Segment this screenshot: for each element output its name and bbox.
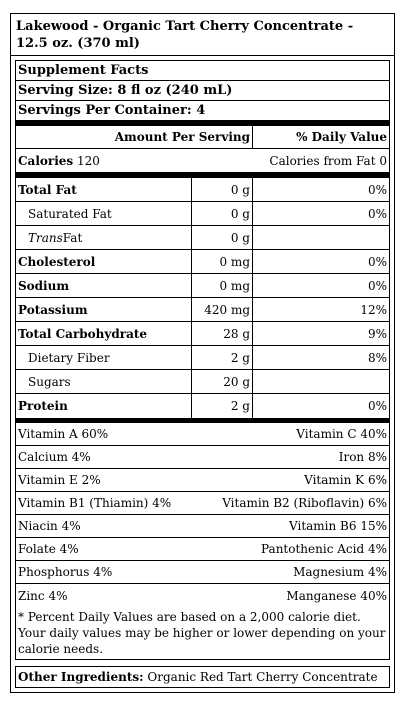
vitamin-left: Phosphorus 4% — [18, 565, 113, 579]
vitamin-row — [16, 515, 389, 538]
vitamin-row — [16, 492, 389, 515]
calories-cell — [16, 149, 252, 172]
nutrient-row — [16, 394, 389, 418]
serving-size: Serving Size: 8 fl oz (240 mL) — [18, 83, 233, 98]
nutrient-dv: 8% — [252, 346, 389, 369]
servings-per-container: Servings Per Container: 4 — [18, 103, 206, 118]
nutrient-name: Sugars — [28, 374, 71, 389]
nutrient-name-suffix: Fat — [62, 230, 83, 245]
vitamin-right: Vitamin B6 15% — [289, 519, 387, 533]
nutrient-dv: 0% — [252, 394, 389, 418]
nutrient-rows — [16, 178, 389, 418]
nutrient-name: Cholesterol — [18, 254, 96, 269]
vitamin-left: Vitamin A 60% — [18, 427, 109, 441]
vitamin-right: Vitamin K 6% — [304, 473, 387, 487]
nutrient-row — [16, 274, 389, 298]
nutrient-amount: 420 mg — [191, 298, 252, 321]
ingredients-row — [15, 666, 390, 688]
product-card — [10, 13, 395, 693]
nutrient-name: Potassium — [18, 302, 88, 317]
nutrient-amount: 2 g — [191, 346, 252, 369]
amount-header-row — [16, 126, 389, 149]
nutrient-row — [16, 370, 389, 394]
nutrient-amount: 0 g — [191, 226, 252, 249]
vitamin-row — [16, 446, 389, 469]
dv-header: % Daily Value — [252, 126, 389, 148]
calories-label: Calories — [18, 153, 74, 168]
vitamin-left: Niacin 4% — [18, 519, 81, 533]
nutrient-name-italic: Trans — [28, 230, 63, 245]
nutrient-name: Dietary Fiber — [28, 350, 110, 365]
vitamin-left: Vitamin B1 (Thiamin) 4% — [18, 496, 172, 510]
nutrient-row — [16, 298, 389, 322]
vitamin-right: Iron 8% — [338, 450, 387, 464]
nutrient-amount: 20 g — [191, 370, 252, 393]
vitamin-right: Pantothenic Acid 4% — [261, 542, 387, 556]
supplement-facts-panel — [15, 60, 390, 660]
vitamin-row — [16, 423, 389, 446]
vitamin-left: Zinc 4% — [18, 588, 68, 603]
nutrient-row — [16, 202, 389, 226]
nutrient-amount: 0 g — [191, 178, 252, 201]
nutrient-name: Sodium — [18, 278, 70, 293]
vitamin-row — [16, 469, 389, 492]
facts-heading: Supplement Facts — [18, 63, 149, 78]
calories-from-fat: Calories from Fat 0 — [269, 153, 387, 168]
calories-row — [16, 149, 389, 178]
nutrient-amount: 0 mg — [191, 250, 252, 273]
vitamin-row — [16, 538, 389, 561]
nutrient-row — [16, 226, 389, 250]
nutrient-row — [16, 346, 389, 370]
nutrient-name: Total Carbohydrate — [18, 326, 148, 341]
serving-size-row — [16, 81, 389, 101]
vitamin-right: Magnesium 4% — [293, 565, 387, 579]
vitamin-rows — [16, 418, 389, 607]
footnote: * Percent Daily Values are based on a 2,000 calorie diet. Your daily values may be higher or lower depending on your calorie needs. — [18, 610, 386, 656]
vitamin-right: Manganese 40% — [286, 588, 387, 603]
vitamin-row — [16, 584, 389, 607]
ingredients-label: Other Ingredients: — [18, 670, 144, 684]
nutrient-row — [16, 250, 389, 274]
vitamin-left: Vitamin E 2% — [18, 473, 101, 487]
nutrient-name: Total Fat — [18, 182, 77, 197]
nutrient-dv — [252, 226, 389, 249]
ingredients-value: Organic Red Tart Cherry Concentrate — [147, 670, 378, 684]
facts-heading-row — [16, 61, 389, 81]
nutrient-dv: 0% — [252, 250, 389, 273]
product-title: Lakewood - Organic Tart Cherry Concentrate - 12.5 oz. (370 ml) — [11, 14, 394, 56]
calories-value: 120 — [77, 153, 100, 168]
nutrient-amount: 28 g — [191, 322, 252, 345]
vitamin-right: Vitamin C 40% — [296, 427, 387, 441]
vitamin-left: Folate 4% — [18, 542, 79, 556]
vitamin-left: Calcium 4% — [18, 450, 91, 464]
nutrient-amount: 0 g — [191, 202, 252, 225]
nutrient-name: Protein — [18, 399, 68, 413]
vitamin-row — [16, 561, 389, 584]
servings-per-container-row — [16, 101, 389, 126]
nutrient-dv: 0% — [252, 202, 389, 225]
nutrient-row — [16, 178, 389, 202]
nutrient-row — [16, 322, 389, 346]
nutrient-name — [16, 226, 191, 249]
vitamin-right: Vitamin B2 (Riboflavin) 6% — [222, 496, 387, 510]
nutrient-dv: 9% — [252, 322, 389, 345]
nutrient-dv: 0% — [252, 178, 389, 201]
nutrient-amount: 0 mg — [191, 274, 252, 297]
nutrient-name: Saturated Fat — [28, 206, 112, 221]
nutrient-dv — [252, 370, 389, 393]
nutrient-dv: 12% — [252, 298, 389, 321]
amount-header: Amount Per Serving — [114, 130, 250, 144]
nutrient-dv: 0% — [252, 274, 389, 297]
nutrient-amount: 2 g — [191, 394, 252, 418]
